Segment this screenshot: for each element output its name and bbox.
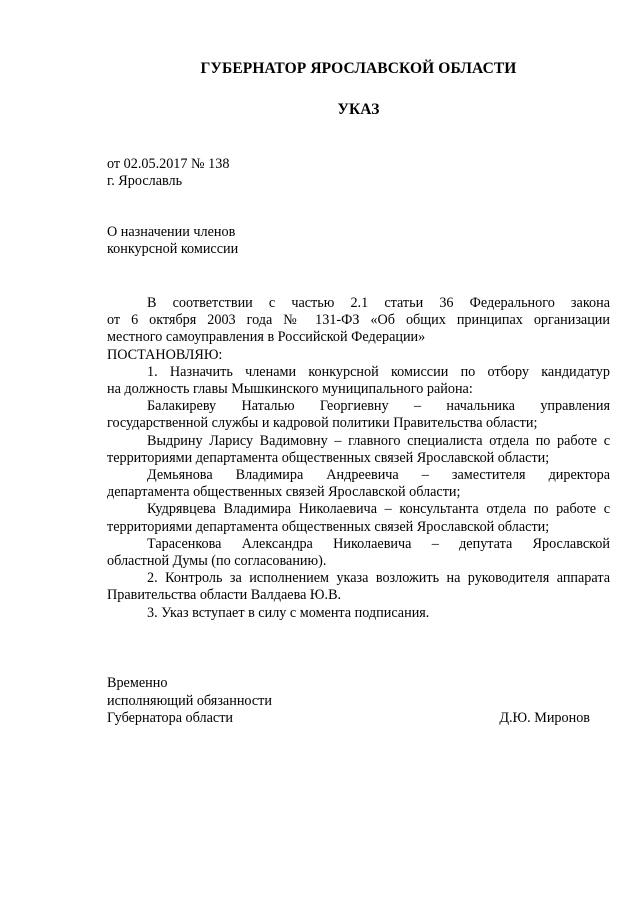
- member-2-line-2: территориями департамента общественных связей Ярославской области;: [107, 449, 550, 466]
- member-3-line-1: Демьянова Владимира Андреевича – заместителя директора: [147, 467, 610, 484]
- member-3: [107, 467, 610, 501]
- member-2: [107, 433, 610, 467]
- member-1: [107, 398, 610, 432]
- member-4: [107, 501, 610, 535]
- item-2-line-1: 2. Контроль за исполнением указа возложить на руководителя аппарата: [147, 570, 610, 587]
- signature-line-2: исполняющий обязанности: [107, 692, 272, 709]
- issuer-title: ГУБЕРНАТОР ЯРОСЛАВСКОЙ ОБЛАСТИ: [200, 60, 517, 77]
- member-5-line-2: областной Думы (по согласованию).: [107, 553, 327, 570]
- item-1-paragraph: [107, 364, 610, 398]
- place: г. Ярославль: [107, 173, 183, 189]
- member-5: [107, 536, 610, 570]
- member-4-line-1: Кудрявцева Владимира Николаевича – консультанта отдела по работе с: [147, 501, 610, 518]
- decree-text: ПОСТАНОВЛЯЮ:: [107, 346, 223, 363]
- preamble-line-3: местного самоуправления в Российской Федерации»: [107, 329, 426, 346]
- item-1-line-2: на должность главы Мышкинского муниципального района:: [107, 381, 473, 398]
- signatory-name: Д.Ю. Миронов: [499, 710, 590, 726]
- item-2-line-2: Правительства области Валдаева Ю.В.: [107, 587, 342, 604]
- document-meta: [107, 156, 229, 190]
- decree-word: [107, 347, 610, 364]
- subject-line-2: конкурсной комиссии: [107, 241, 239, 257]
- signature-row: [107, 710, 590, 728]
- member-5-line-1: Тарасенкова Александра Николаевича – депутата Ярославской: [147, 535, 610, 552]
- member-2-line-1: Выдрину Ларису Вадимовну – главного специалиста отдела по работе с: [147, 432, 610, 449]
- preamble-paragraph: [107, 295, 610, 347]
- item-3-paragraph: [107, 605, 610, 622]
- document-type: УКАЗ: [337, 101, 380, 118]
- member-1-line-2: государственной службы и кадровой политики Правительства области;: [107, 415, 538, 432]
- document-subject: [107, 224, 238, 258]
- member-3-line-2: департамента общественных связей Ярославской области;: [107, 484, 461, 501]
- date-number: от 02.05.2017 № 138: [107, 156, 230, 172]
- preamble-line-2: от 6 октября 2003 года № 131-ФЗ «Об общих принципах организации: [107, 312, 610, 329]
- signature-block: [107, 675, 590, 728]
- subject-line-1: О назначении членов: [107, 224, 236, 240]
- item-2-paragraph: [107, 570, 610, 604]
- member-4-line-2: территориями департамента общественных связей Ярославской области;: [107, 518, 550, 535]
- signature-line-1: Временно: [107, 675, 168, 691]
- item-3-line: 3. Указ вступает в силу с момента подписания.: [147, 604, 430, 621]
- document-body: [107, 295, 610, 622]
- member-1-line-1: Балакиреву Наталью Георгиевну – начальника управления: [147, 398, 610, 415]
- preamble-line-1: В соответствии с частью 2.1 статьи 36 Федерального закона: [147, 295, 610, 311]
- item-1-line-1: 1. Назначить членами конкурсной комиссии по отбору кандидатур: [147, 363, 610, 380]
- signature-line-3: Губернатора области: [107, 710, 233, 726]
